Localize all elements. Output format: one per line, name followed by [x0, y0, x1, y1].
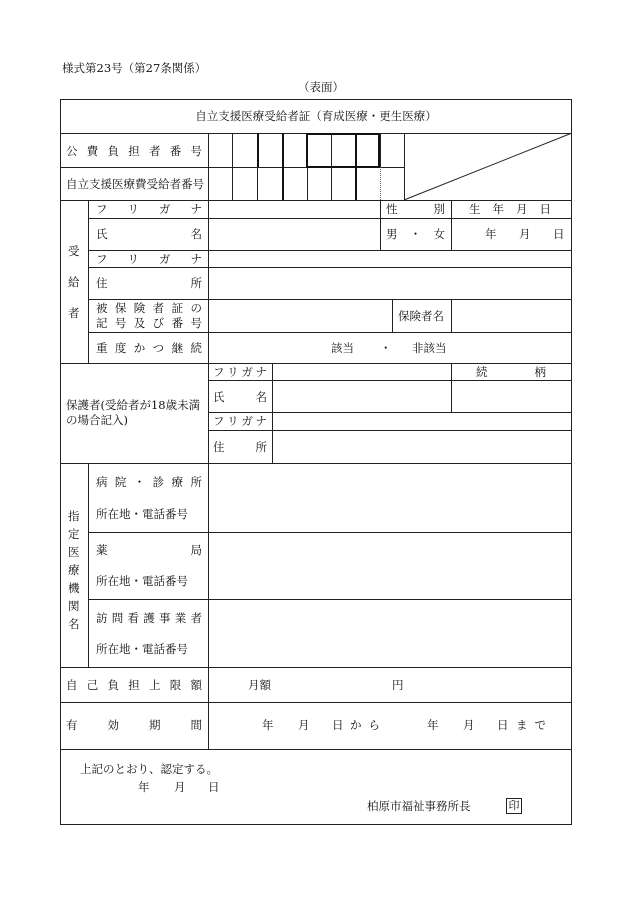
form-id: 様式第23号（第27条関係） [62, 61, 207, 75]
severity-separator: ・ [380, 341, 392, 355]
recipient-furigana2-label: フ リ ガ ナ [96, 252, 202, 266]
issuer-name: 柏原市福祉事務所長 [367, 799, 471, 813]
recipient-name-label: 氏 名 [96, 227, 202, 241]
valid-from-month: 月 [298, 718, 310, 732]
cert-day-unit: 日 [208, 780, 220, 794]
cert-year-unit: 年 [138, 780, 150, 794]
guardian-address-label: 住 所 [213, 440, 267, 454]
guardian-section-line1: 保護者(受給者が18歳未満 [66, 398, 201, 412]
copay-yen-unit: 円 [392, 678, 404, 692]
valid-to-suffix: ま で [516, 718, 546, 732]
nursing-provider-label: 訪 問 看 護 事 業 者 [96, 611, 202, 625]
recipient-number-label: 自立支援医療費受給者番号 [66, 177, 204, 191]
guardian-name-label: 氏 名 [213, 390, 267, 404]
birthdate-label: 生 年 月 日 [469, 202, 551, 216]
recipient-section-label: 受 給 者 [68, 244, 80, 320]
side-label: （表面） [298, 80, 344, 94]
nursing-address-label: 所在地・電話番号 [96, 642, 188, 656]
guardian-furigana2-label: フ リ ガ ナ [213, 414, 267, 428]
public-payer-number-label: 公 費 負 担 者 番 号 [66, 144, 202, 158]
birth-year-unit: 年 [485, 227, 497, 241]
hospital-label: 病 院 ・ 診 療 所 [96, 475, 202, 489]
guardian-furigana-label: フ リ ガ ナ [213, 365, 267, 379]
cert-month-unit: 月 [174, 780, 186, 794]
pharmacy-address-label: 所在地・電話番号 [96, 574, 188, 588]
insurance-card-label-line1: 被 保 険 者 証 の [96, 301, 202, 315]
valid-from-year: 年 [262, 718, 274, 732]
valid-from-suffix: か ら [350, 718, 380, 732]
severity-not-applicable: 非該当 [412, 341, 447, 355]
pharmacy-label: 薬 局 [96, 543, 202, 557]
valid-to-day: 日 [497, 718, 509, 732]
certification-statement: 上記のとおり、認定する。 [80, 762, 218, 776]
recipient-address-label: 住 所 [96, 276, 202, 290]
valid-to-year: 年 [427, 718, 439, 732]
severity-label: 重 度 か つ 継 続 [96, 341, 202, 355]
valid-to-month: 月 [463, 718, 475, 732]
validity-label: 有 効 期 間 [66, 718, 202, 732]
insurance-card-label-line2: 記 号 及 び 番 号 [96, 316, 202, 330]
birth-month-unit: 月 [519, 227, 531, 241]
sex-options: 男 ・ 女 [386, 227, 445, 241]
birth-day-unit: 日 [553, 227, 565, 241]
insurer-name-label: 保険者名 [398, 309, 444, 323]
seal-stamp: 印 [506, 798, 522, 814]
relation-label: 続 柄 [476, 365, 546, 379]
form-title: 自立支援医療受給者証（育成医療・更生医療） [195, 109, 437, 123]
recipient-furigana-label: フ リ ガ ナ [96, 202, 202, 216]
medical-section-label: 指 定 医 療 機 関 名 [68, 509, 80, 631]
sex-label: 性 別 [386, 202, 445, 216]
severity-applicable: 該当 [331, 341, 354, 355]
copay-limit-label: 自 己 負 担 上 限 額 [66, 678, 202, 692]
guardian-section-line2: の場合記入) [66, 413, 128, 427]
hospital-address-label: 所在地・電話番号 [96, 507, 188, 521]
valid-from-day: 日 [332, 718, 344, 732]
copay-monthly-label: 月額 [248, 678, 271, 692]
